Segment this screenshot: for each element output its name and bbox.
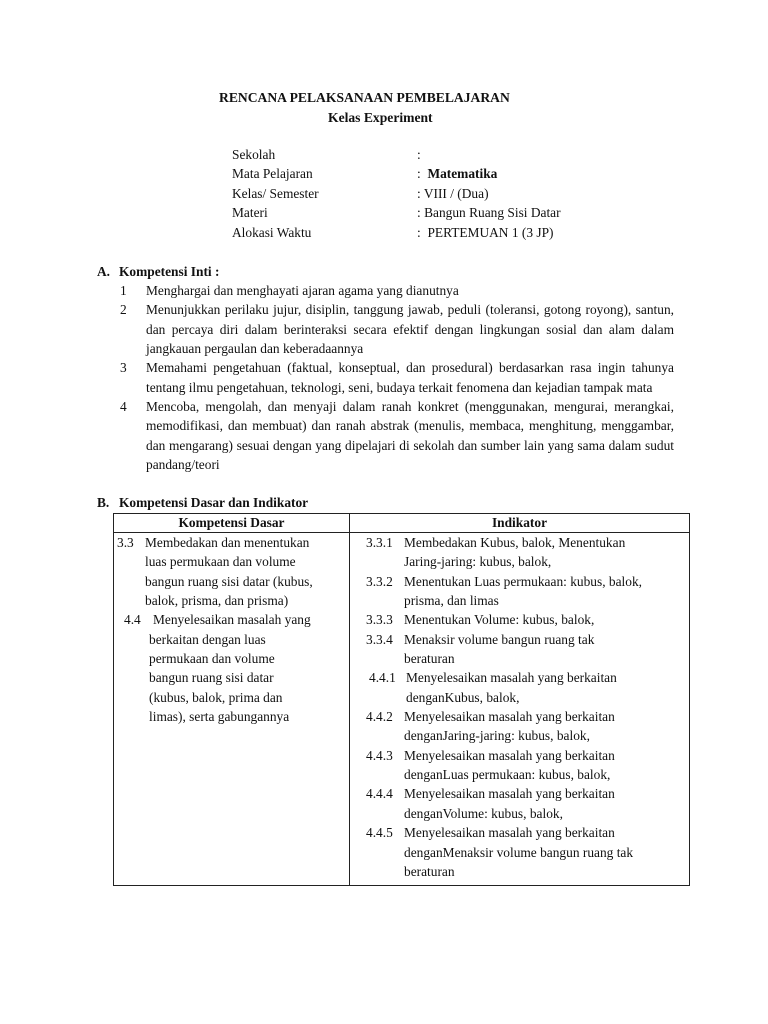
section-a-heading: A. Kompetensi Inti :	[97, 264, 220, 279]
list-item-number: 4	[120, 399, 127, 415]
identity-label: Materi	[232, 205, 268, 221]
list-item-number: 3	[120, 360, 127, 376]
document-subtitle: Kelas Experiment	[328, 110, 433, 125]
identity-value: : Matematika	[417, 166, 498, 182]
indikator-cell	[350, 533, 690, 886]
identity-value: :	[417, 147, 421, 162]
list-item-text: Memahami pengetahuan (faktual, konseptual, dan prosedural) berdasarkan rasa ingin tahunya tentang ilmu pengetahuan, teknologi, seni, budaya terkait fenomena dan kejadian tampak mata	[146, 360, 674, 395]
list-item	[118, 358, 674, 397]
indicator-item: 4.4.4 Menyelesaikan masalah yang berkaitan denganVolume: kubus, balok,	[366, 786, 615, 821]
list-item	[118, 300, 674, 358]
list-item-number: 1	[120, 283, 127, 298]
identity-row-time	[232, 223, 652, 242]
identity-label: Kelas/ Semester	[232, 185, 319, 201]
list-item	[118, 281, 674, 300]
identity-label: Mata Pelajaran	[232, 166, 313, 182]
column-header-indikator: Indikator	[350, 514, 690, 533]
competency-table	[113, 513, 690, 886]
identity-label: Sekolah	[232, 147, 276, 162]
identity-value: : PERTEMUAN 1 (3 JP)	[417, 224, 554, 240]
kd-item-4-4: 4.4 Menyelesaikan masalah yang berkaitan dengan luas permukaan dan volume bangun ruang sisi datar (kubus, balok, prima dan limas), serta gabungannya	[124, 612, 311, 725]
document-title: RENCANA PELAKSANAAN PEMBELAJARAN	[219, 90, 510, 105]
list-item-text: Menunjukkan perilaku jujur, disiplin, tanggung jawab, peduli (toleransi, gotong royong), santun, dan percaya diri dalam berinteraksi secara efektif dengan lingkungan sosial dan alam dalam jangkauan pergaulan dan keberadaannya	[146, 302, 674, 357]
identity-value: : VIII / (Dua)	[417, 185, 489, 201]
identity-value: : Bangun Ruang Sisi Datar	[417, 205, 561, 221]
identity-row-class	[232, 184, 652, 203]
indicator-item: 3.3.4 Menaksir volume bangun ruang tak beraturan	[366, 631, 595, 667]
identity-row-subject	[232, 164, 652, 183]
list-item-text: Menghargai dan menghayati ajaran agama yang dianutnya	[146, 283, 459, 298]
indicator-item: 3.3.2 Menentukan Luas permukaan: kubus, balok, prisma, dan limas	[366, 573, 642, 609]
column-header-kompetensi-dasar: Kompetensi Dasar	[114, 514, 350, 533]
list-item-number: 2	[120, 302, 127, 318]
indicator-item: 3.3.3 Menentukan Volume: kubus, balok,	[366, 612, 595, 628]
identity-label: Alokasi Waktu	[232, 224, 312, 240]
indicator-item: 4.4.2 Menyelesaikan masalah yang berkaitan denganJaring-jaring: kubus, balok,	[366, 709, 615, 744]
kd-item-3-3: 3.3 Membedakan dan menentukan luas permukaan dan volume bangun ruang sisi datar (kubus, balok, prisma, dan prisma)	[117, 535, 313, 609]
indicator-item: 4.4.5 Menyelesaikan masalah yang berkaitan denganMenaksir volume bangun ruang tak beraturan	[366, 825, 634, 879]
kompetensi-inti-list	[118, 281, 674, 474]
identity-block	[232, 145, 652, 242]
section-b-heading: B. Kompetensi Dasar dan Indikator	[97, 495, 309, 510]
kompetensi-dasar-cell	[114, 533, 350, 886]
identity-row-school	[232, 145, 652, 164]
indicator-item: 4.4.1 Menyelesaikan masalah yang berkaitan denganKubus, balok,	[369, 670, 617, 705]
list-item	[118, 397, 674, 474]
identity-row-material	[232, 203, 652, 222]
indicator-item: 4.4.3 Menyelesaikan masalah yang berkaitan denganLuas permukaan: kubus, balok,	[366, 747, 615, 783]
indicator-item: 3.3.1 Membedakan Kubus, balok, Menentukan Jaring-jaring: kubus, balok,	[366, 535, 626, 570]
list-item-text: Mencoba, mengolah, dan menyaji dalam ranah konkret (menggunakan, mengurai, merangkai, memodifikasi, dan membuat) dan ranah abstrak (menulis, membaca, menghitung, menggambar, dan mengarang) sesuai dengan yang dipelajari di sekolah dan sumber lain yang sama dalam sudut pandang/teori	[146, 399, 674, 473]
